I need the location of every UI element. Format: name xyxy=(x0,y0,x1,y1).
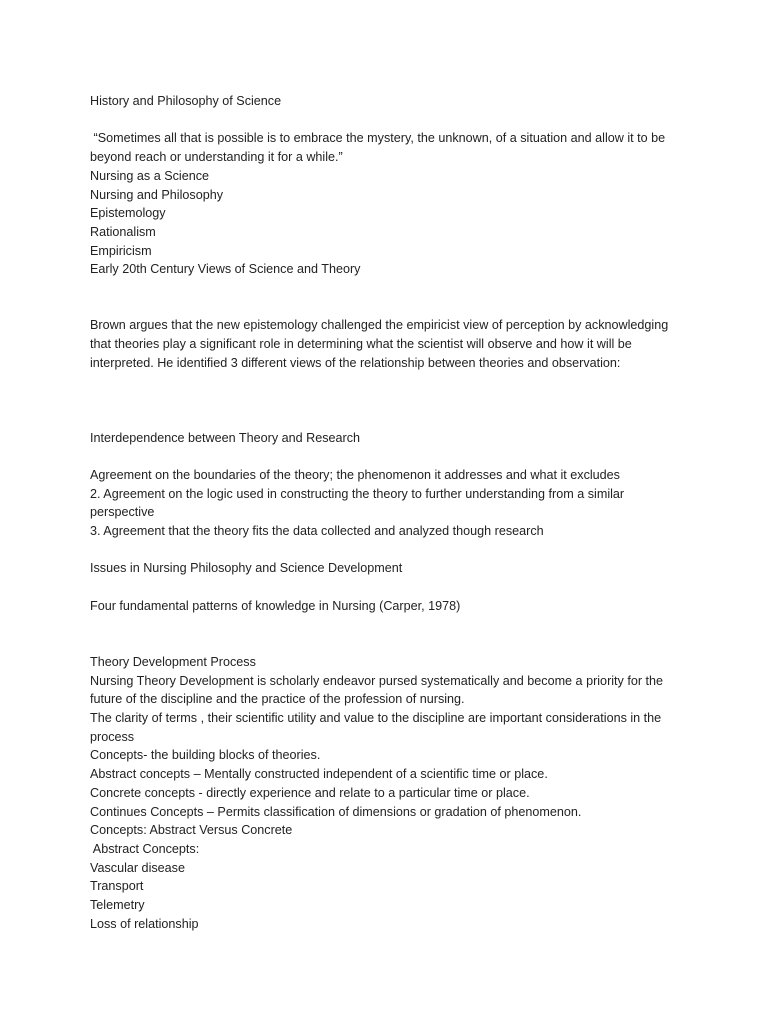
document-title: History and Philosophy of Science xyxy=(90,94,282,108)
topic-item: Nursing as a Science xyxy=(90,168,210,183)
theory-line: future of the discipline and the practice of the profession of nursing. xyxy=(90,692,465,707)
brown-paragraph-line: interpreted. He identified 3 different views of the relationship between theories and observation: xyxy=(90,355,621,370)
spacer xyxy=(90,373,690,392)
theory-line: Continues Concepts – Permits classification of dimensions or gradation of phenomenon. xyxy=(90,804,582,819)
issues-heading: Issues in Nursing Philosophy and Science Development xyxy=(90,561,403,576)
agreement-item: 2. Agreement on the logic used in constructing the theory to further understanding from a similar xyxy=(90,486,625,501)
topic-item: Nursing and Philosophy xyxy=(90,187,224,202)
topic-item: Rationalism xyxy=(90,224,156,239)
spacer xyxy=(90,298,690,317)
theory-line: The clarity of terms , their scientific utility and value to the discipline are important considerations in the xyxy=(90,711,662,726)
theory-line: process xyxy=(90,729,135,744)
theory-line: Concepts- the building blocks of theories. xyxy=(90,748,321,763)
brown-paragraph-line: Brown argues that the new epistemology challenged the empiricist view of perception by acknowledging xyxy=(90,318,669,333)
theory-line: Telemetry xyxy=(90,898,145,913)
spacer xyxy=(90,279,690,298)
theory-line: Abstract concepts – Mentally constructed independent of a scientific time or place. xyxy=(90,767,548,782)
document-body xyxy=(90,92,690,933)
spacer xyxy=(90,410,690,429)
agreement-item: perspective xyxy=(90,505,155,520)
patterns-heading: Four fundamental patterns of knowledge in Nursing (Carper, 1978) xyxy=(90,598,461,613)
agreement-item: Agreement on the boundaries of the theory; the phenomenon it addresses and what it excludes xyxy=(90,467,620,482)
agreement-item: 3. Agreement that the theory fits the data collected and analyzed though research xyxy=(90,524,544,539)
spacer xyxy=(90,634,690,653)
interdependence-heading: Interdependence between Theory and Research xyxy=(90,430,361,445)
topic-item: Empiricism xyxy=(90,243,152,258)
spacer xyxy=(90,578,690,597)
spacer xyxy=(90,447,690,466)
theory-line: Concepts: Abstract Versus Concrete xyxy=(90,823,293,838)
spacer xyxy=(90,616,690,635)
quote-line: beyond reach or understanding it for a while.” xyxy=(90,150,343,165)
theory-line: Theory Development Process xyxy=(90,654,256,669)
theory-line: Nursing Theory Development is scholarly endeavor pursed systematically and become a priority for the xyxy=(90,673,664,688)
spacer xyxy=(90,391,690,410)
theory-line: Loss of relationship xyxy=(90,916,199,931)
theory-line: Abstract Concepts: xyxy=(90,841,200,856)
brown-paragraph-line: that theories play a significant role in determining what the scientist will observe and how it will be xyxy=(90,337,632,352)
quote-line: “Sometimes all that is possible is to embrace the mystery, the unknown, of a situation and allow it to be xyxy=(90,131,666,146)
theory-line: Concrete concepts - directly experience and relate to a particular time or place. xyxy=(90,785,530,800)
theory-line: Transport xyxy=(90,879,144,894)
theory-line: Vascular disease xyxy=(90,860,185,875)
spacer xyxy=(90,111,690,130)
spacer xyxy=(90,541,690,560)
topic-item: Epistemology xyxy=(90,206,166,221)
topic-item: Early 20th Century Views of Science and Theory xyxy=(90,262,361,277)
